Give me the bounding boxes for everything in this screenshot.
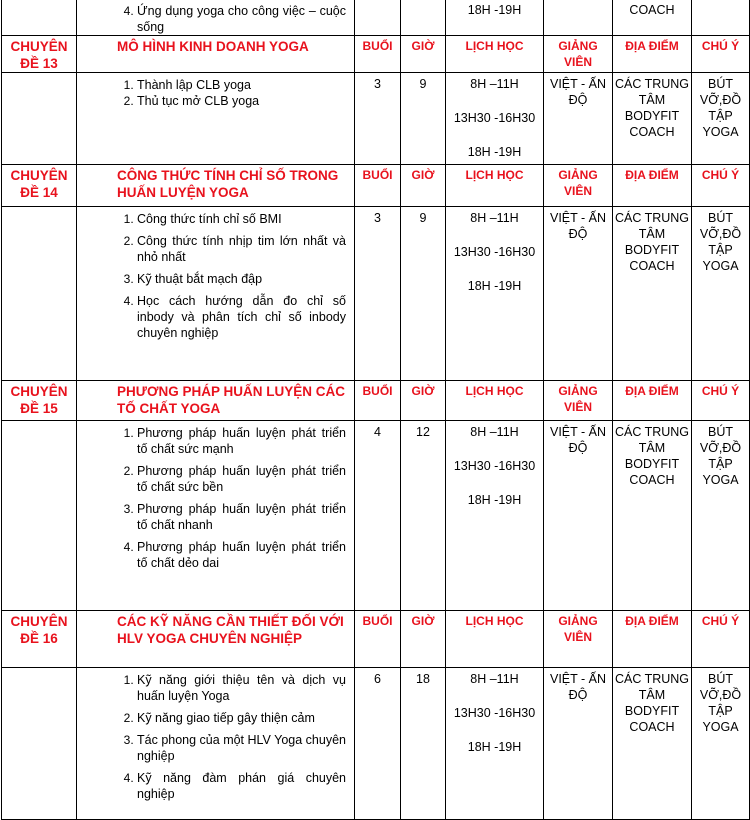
topic-body-row — [2, 207, 750, 381]
topic-header-row — [2, 165, 750, 207]
location-value: CÁC TRUNG TÂM BODYFIT COACH — [613, 73, 692, 165]
chapter-label: CHUYÊN ĐỀ 16 — [2, 611, 77, 668]
list-item: 1. Công thức tính chỉ số BMI — [137, 211, 346, 227]
chapter-label: CHUYÊN ĐỀ 14 — [2, 165, 77, 207]
schedule-time: 18H -19H — [467, 279, 522, 293]
teacher-value: VIỆT - ẤN ĐỘ — [544, 421, 613, 611]
sessions-value: 3 — [355, 73, 401, 165]
topic-body-row — [2, 421, 750, 611]
topic-header-row — [2, 611, 750, 668]
location-value: CÁC TRUNG TÂM BODYFIT COACH — [613, 668, 692, 820]
col-note-header: CHÚ Ý — [692, 36, 750, 73]
topic-items-list — [77, 421, 354, 571]
schedule-cell — [446, 668, 544, 820]
schedule-time: 8H –11H — [470, 425, 519, 439]
hours-value: 9 — [401, 73, 446, 165]
topic-items-list — [77, 207, 354, 341]
topic-title: MÔ HÌNH KINH DOANH YOGA — [77, 36, 355, 73]
location-cell: COACH — [613, 0, 692, 36]
list-item: 4. Học cách hướng dẫn đo chỉ số inbody và phân tích chỉ số inbody chuyên nghiệp — [137, 293, 346, 341]
list-item: 4. Ứng dụng yoga cho công việc – cuộc sống — [137, 3, 346, 35]
list-item: 3. Phương pháp huấn luyện phát triển tố chất nhanh — [137, 501, 346, 533]
col-sessions-header: BUỔI — [355, 381, 401, 421]
sessions-value: 4 — [355, 421, 401, 611]
list-item: 2. Kỹ năng giao tiếp gây thiện cảm — [137, 710, 346, 726]
topic-title: CÔNG THỨC TÍNH CHỈ SỐ TRONG HUẤN LUYỆN YOGA — [77, 165, 355, 207]
col-hours-header: GIỜ — [401, 165, 446, 207]
location-value: CÁC TRUNG TÂM BODYFIT COACH — [613, 421, 692, 611]
col-teacher-header: GIẢNG VIÊN — [544, 36, 613, 73]
topic-title: CÁC KỸ NĂNG CẦN THIẾT ĐỐI VỚI HLV YOGA CHUYÊN NGHIỆP — [77, 611, 355, 668]
schedule-time: 18H -19H — [467, 145, 522, 159]
col-location-header: ĐỊA ĐIỂM — [613, 381, 692, 421]
topic-header-row — [2, 36, 750, 73]
location-value: CÁC TRUNG TÂM BODYFIT COACH — [613, 207, 692, 381]
list-item: 4. Phương pháp huấn luyện phát triển tố chất dẻo dai — [137, 539, 346, 571]
list-item: 1. Thành lập CLB yoga — [137, 77, 346, 93]
topic-title: PHƯƠNG PHÁP HUẤN LUYỆN CÁC TỐ CHẤT YOGA — [77, 381, 355, 421]
list-item: 1. Phương pháp huấn luyện phát triển tố chất sức mạnh — [137, 425, 346, 457]
schedule-time: 8H –11H — [470, 672, 519, 686]
chapter-label: CHUYÊN ĐỀ 15 — [2, 381, 77, 421]
col-note-header: CHÚ Ý — [692, 611, 750, 668]
col-location-header: ĐỊA ĐIỂM — [613, 611, 692, 668]
list-item: 3. Tác phong của một HLV Yoga chuyên nghiệp — [137, 732, 346, 764]
topic-header-row — [2, 381, 750, 421]
list-item: 3. Kỹ thuật bắt mạch đập — [137, 271, 346, 287]
col-schedule-header: LỊCH HỌC — [446, 165, 544, 207]
schedule-time: 18H -19H — [467, 493, 522, 507]
list-item: 2. Phương pháp huấn luyện phát triển tố chất sức bền — [137, 463, 346, 495]
col-teacher-header: GIẢNG VIÊN — [544, 611, 613, 668]
col-teacher-header: GIẢNG VIÊN — [544, 165, 613, 207]
col-note-header: CHÚ Ý — [692, 381, 750, 421]
col-note-header: CHÚ Ý — [692, 165, 750, 207]
list-item: 2. Thủ tục mở CLB yoga — [137, 93, 346, 109]
schedule-time: 13H30 -16H30 — [453, 245, 536, 259]
topic-items-list — [77, 668, 354, 802]
col-location-header: ĐỊA ĐIỂM — [613, 165, 692, 207]
hours-value: 12 — [401, 421, 446, 611]
continuation-row — [2, 0, 750, 36]
schedule-time: 13H30 -16H30 — [453, 459, 536, 473]
schedule-cell — [446, 421, 544, 611]
note-value: BÚT VỠ,ĐỒ TẬP YOGA — [692, 421, 750, 611]
schedule-time: 8H –11H — [470, 211, 519, 225]
list-item: 2. Công thức tính nhịp tim lớn nhất và nhỏ nhất — [137, 233, 346, 265]
teacher-value: VIỆT - ẤN ĐỘ — [544, 668, 613, 820]
sessions-value: 6 — [355, 668, 401, 820]
col-schedule-header: LỊCH HỌC — [446, 381, 544, 421]
col-teacher-header: GIẢNG VIÊN — [544, 381, 613, 421]
chapter-label: CHUYÊN ĐỀ 13 — [2, 36, 77, 73]
col-hours-header: GIỜ — [401, 36, 446, 73]
schedule-time: 18H -19H — [467, 3, 522, 17]
note-value: BÚT VỠ,ĐỒ TẬP YOGA — [692, 668, 750, 820]
col-sessions-header: BUỔI — [355, 611, 401, 668]
col-hours-header: GIỜ — [401, 381, 446, 421]
teacher-value: VIỆT - ẤN ĐỘ — [544, 73, 613, 165]
schedule-time: 18H -19H — [467, 740, 522, 754]
topic-body-row — [2, 73, 750, 165]
topic-body-row — [2, 668, 750, 820]
note-value: BÚT VỠ,ĐỒ TẬP YOGA — [692, 73, 750, 165]
schedule-time: 13H30 -16H30 — [453, 111, 536, 125]
note-value: BÚT VỠ,ĐỒ TẬP YOGA — [692, 207, 750, 381]
schedule-cell — [446, 207, 544, 381]
col-sessions-header: BUỔI — [355, 165, 401, 207]
col-schedule-header: LỊCH HỌC — [446, 611, 544, 668]
topic-items-list — [77, 73, 354, 109]
schedule-time: 8H –11H — [470, 77, 519, 91]
col-hours-header: GIỜ — [401, 611, 446, 668]
sessions-value: 3 — [355, 207, 401, 381]
teacher-value: VIỆT - ẤN ĐỘ — [544, 207, 613, 381]
hours-value: 18 — [401, 668, 446, 820]
col-sessions-header: BUỔI — [355, 36, 401, 73]
schedule-cell — [446, 73, 544, 165]
list-item: 4. Kỹ năng đàm phán giá chuyên nghiệp — [137, 770, 346, 802]
course-schedule-table — [1, 0, 750, 820]
schedule-time: 13H30 -16H30 — [453, 706, 536, 720]
list-item: 1. Kỹ năng giới thiệu tên và dịch vụ huấn luyện Yoga — [137, 672, 346, 704]
col-location-header: ĐỊA ĐIỂM — [613, 36, 692, 73]
hours-value: 9 — [401, 207, 446, 381]
col-schedule-header: LỊCH HỌC — [446, 36, 544, 73]
